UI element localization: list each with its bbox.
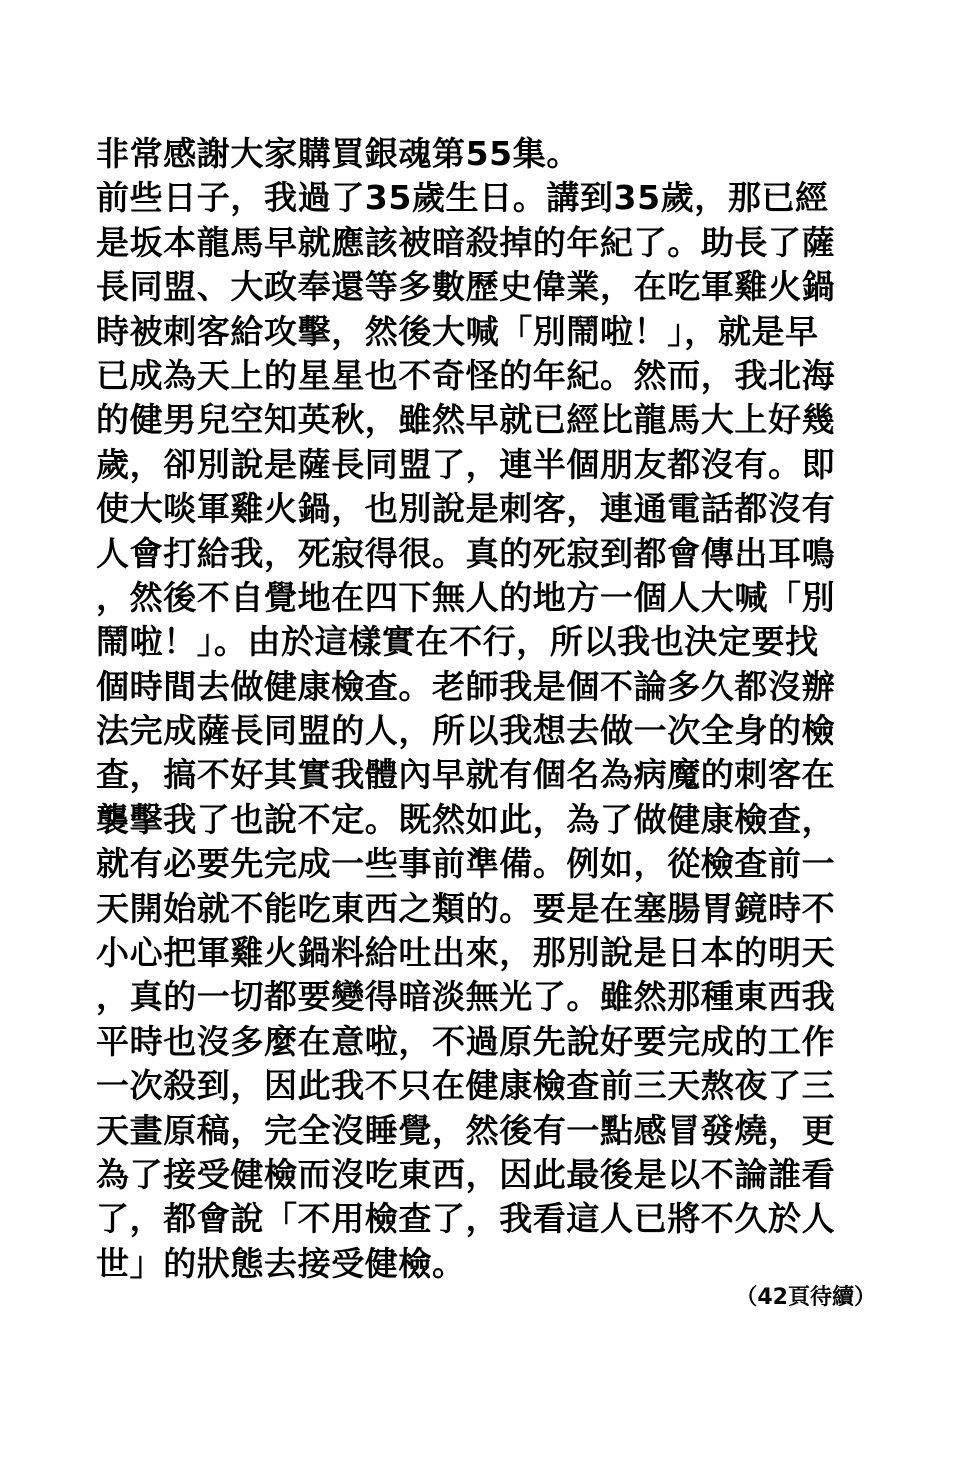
- text-line: 長同盟、大政奉還等多數歷史偉業，在吃軍雞火鍋: [96, 267, 836, 307]
- text-line: 就有必要先完成一些事前準備。例如，從檢查前一: [96, 844, 836, 884]
- text-line: 人會打給我，死寂得很。真的死寂到都會傳出耳鳴: [96, 533, 836, 573]
- text-line: 天畫原稿，完全沒睡覺，然後有一點感冒發燒，更: [96, 1110, 836, 1150]
- text-line: 平時也沒多麼在意啦，不過原先說好要完成的工作: [96, 1021, 836, 1061]
- text-line: 了，都會說「不用檢查了，我看這人已將不久於人: [96, 1199, 836, 1239]
- text-line: 一次殺到，因此我不只在健康檢查前三天熬夜了三: [96, 1066, 836, 1106]
- text-line: 法完成薩長同盟的人，所以我想去做一次全身的檢: [96, 711, 836, 751]
- text-line: 的健男兒空知英秋，雖然早就已經比龍馬大上好幾: [96, 400, 836, 440]
- text-line: 查，搞不好其實我體內早就有個名為病魔的刺客在: [96, 755, 836, 795]
- text-line: 使大啖軍雞火鍋，也別說是刺客，連通電話都沒有: [96, 489, 836, 529]
- text-line: 是坂本龍馬早就應該被暗殺掉的年紀了。助長了薩: [96, 222, 836, 262]
- afterword-text: [96, 132, 906, 1286]
- text-line: 歲，卻別說是薩長同盟了，連半個朋友都沒有。即: [96, 444, 836, 484]
- text-line: 鬧啦！」。由於這樣實在不行，所以我也決定要找: [96, 622, 819, 662]
- text-line: 個時間去做健康檢查。老師我是個不論多久都沒辦: [96, 666, 836, 706]
- text-line: 已成為天上的星星也不奇怪的年紀。然而，我北海: [96, 355, 836, 395]
- text-line: ，真的一切都要變得暗淡無光了。雖然那種東西我: [96, 977, 836, 1017]
- text-line: 非常感謝大家購買銀魂第55集。: [96, 134, 580, 173]
- continued-note: （42頁待續）: [735, 1285, 876, 1310]
- text-line: 小心把軍雞火鍋料給吐出來，那別說是日本的明天: [96, 933, 836, 973]
- text-line: 時被刺客給攻擊，然後大喊「別鬧啦！」，就是早: [96, 311, 819, 351]
- text-line: 天開始就不能吃東西之類的。要是在塞腸胃鏡時不: [96, 888, 836, 928]
- text-line: 世」的狀態去接受健檢。: [96, 1243, 466, 1283]
- text-line: ，然後不自覺地在四下無人的地方一個人大喊「別: [96, 577, 836, 617]
- text-line: 為了接受健檢而沒吃東西，因此最後是以不論誰看: [96, 1154, 836, 1194]
- text-line: 襲擊我了也說不定。既然如此，為了做健康檢查，: [96, 799, 836, 839]
- text-line: 前些日子，我過了35歲生日。講到35歲，那已經: [96, 178, 829, 218]
